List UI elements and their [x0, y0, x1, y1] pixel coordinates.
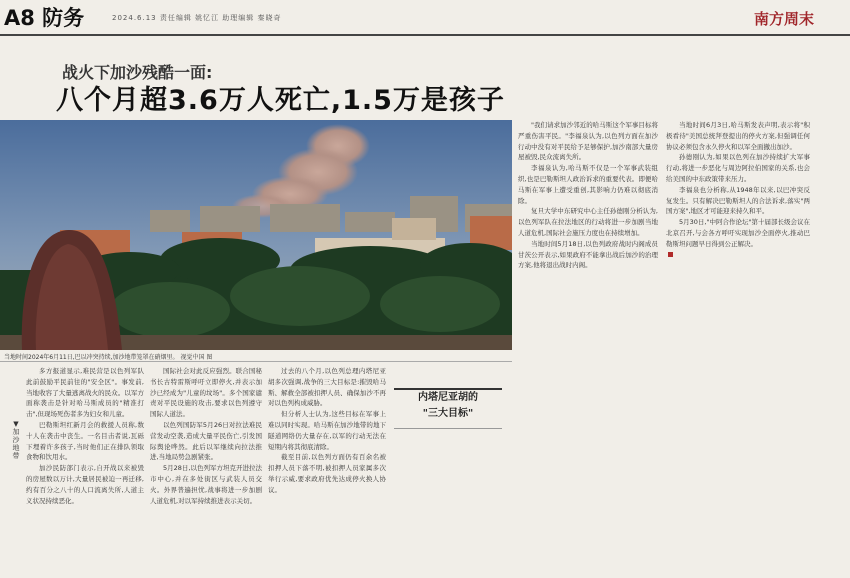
article-column-2: [150, 366, 262, 574]
photo-caption: 当地时间2024年6月11日,巴以冲突持续,加沙地带笼罩在硝烟里。 视觉中国 图: [4, 354, 213, 361]
divider: [0, 361, 512, 362]
headline: 八个月超3.6万人死亡,1.5万是孩子: [56, 85, 505, 116]
side-label: ▼加沙地带: [12, 420, 20, 460]
headline-kicker: 战火下加沙残酷一面:: [62, 63, 213, 82]
news-photo: [0, 120, 512, 350]
page-header: [0, 0, 850, 36]
paragraph: 多方报道显示,难民营是以色列军队此前鼓励平民前往的"安全区"。事发前,当地收容了大量逃离战火的民众。以军方面称袭击是针对哈马斯成员的"精准打击",但现场死伤者多为妇女和儿童。: [26, 367, 144, 419]
paragraph: 5月30日,"中阿合作论坛"第十届部长级会议在北京召开,与会各方呼吁实现加沙全面停火,推动巴勒斯坦问题早日得到公正解决。: [666, 218, 810, 248]
paragraph: 李福泉认为,哈马斯不仅是一个军事武装组织,也是巴勒斯坦人政治诉求的重要代表。即便哈马斯在军事上遭受重创,其影响力仍难以彻底消除。: [518, 164, 658, 205]
paragraph: 过去的八个月,以色列总理内塔尼亚胡多次强调,战争的三大目标是:摧毁哈马斯、解救全部被扣押人员、确保加沙不再对以色列构成威胁。: [268, 367, 386, 408]
paragraph: "我们请求加沙邻近的哈马斯这个军事目标将严重伤害平民。"李福泉认为,以色列方面在加沙行动中没有对平民给予足够保护,加沙南部大量房屋被毁,民众流离失所。: [518, 121, 658, 162]
newspaper-name: 南方周末: [753, 10, 814, 28]
paragraph: 孙德刚认为,如果以色列在加沙持续扩大军事行动,将进一步恶化与周边阿拉伯国家的关系,也会给美国的中东政策带来压力。: [666, 153, 810, 183]
article-column-1: [26, 366, 144, 574]
article-end-mark: [668, 252, 673, 257]
gaza-skyline-illustration: [0, 120, 512, 350]
paragraph: 以色列国防军5月26日对拉法难民营发动空袭,造成大量平民伤亡,引发国际舆论哗然。此后以军继续向拉法推进,当地局势急剧紧张。: [150, 420, 262, 462]
paragraph: 巴勒斯坦红新月会的救援人员称,数十人在袭击中丧生。一名目击者说,瓦砾下埋着许多孩子,当时他们正在排队领取食物和饮用水。: [26, 420, 144, 462]
article-column-4: [518, 120, 658, 574]
subhead-line: 内塔尼亚胡的: [418, 392, 478, 403]
paragraph: 截至目前,以色列方面仍有百余名被扣押人员下落不明,被扣押人员家属多次举行示威,要求政府优先达成停火换人协议。: [268, 453, 386, 494]
paragraph: 但分析人士认为,这些目标在军事上难以同时实现。哈马斯在加沙地带的地下隧道网络仍大量存在,以军的行动无法在短期内将其彻底清除。: [268, 410, 386, 451]
article-column-3: [268, 366, 386, 574]
article-column-5: [666, 120, 810, 574]
page-code: A8 防务: [4, 6, 85, 30]
paragraph: 国际社会对此反应强烈。联合国秘书长古特雷斯呼吁立即停火,并表示加沙已经成为"儿童的坟场"。多个国家谴责对平民设施的攻击,要求以色列遵守国际人道法。: [150, 367, 262, 419]
paragraph: 5月28日,以色列军方坦克开进拉法市中心,并在多处街区与武装人员交火。外界普遍担忧,战事将进一步加剧人道危机,对以军持续推进表示关切。: [150, 464, 262, 505]
paragraph: 复旦大学中东研究中心主任孙德刚分析认为,以色列军队在拉法地区的行动将进一步加剧当地人道危机,国际社会施压力度也在持续增加。: [518, 207, 658, 237]
subhead-box: [394, 388, 502, 429]
subhead-line: "三大目标": [422, 408, 474, 419]
paragraph: 当地时间5月18日,以色列政府战时内阁成员甘茨公开表示,如果政府不能拿出战后加沙的治理方案,他将退出战时内阁。: [518, 239, 658, 270]
editor-meta: 2024.6.13 责任编辑 姚忆江 助理编辑 秦晓奇: [112, 14, 282, 22]
paragraph: 当地时间6月3日,哈马斯发表声明,表示将"积极看待"美国总统拜登提出的停火方案,但强调任何协议必须包含永久停火和以军全面撤出加沙。: [666, 121, 810, 151]
paragraph: 加沙民防部门表示,自开战以来被毁的房屋数以万计,大量居民被迫一再迁移,约有百分之八十的人口流离失所,人道主义状况持续恶化。: [26, 464, 144, 505]
paragraph: 李福泉也分析称,从1948年以来,以巴冲突反复发生。只有解决巴勒斯坦人的合法诉求,落实"两国方案",地区才可能迎来持久和平。: [666, 185, 810, 216]
